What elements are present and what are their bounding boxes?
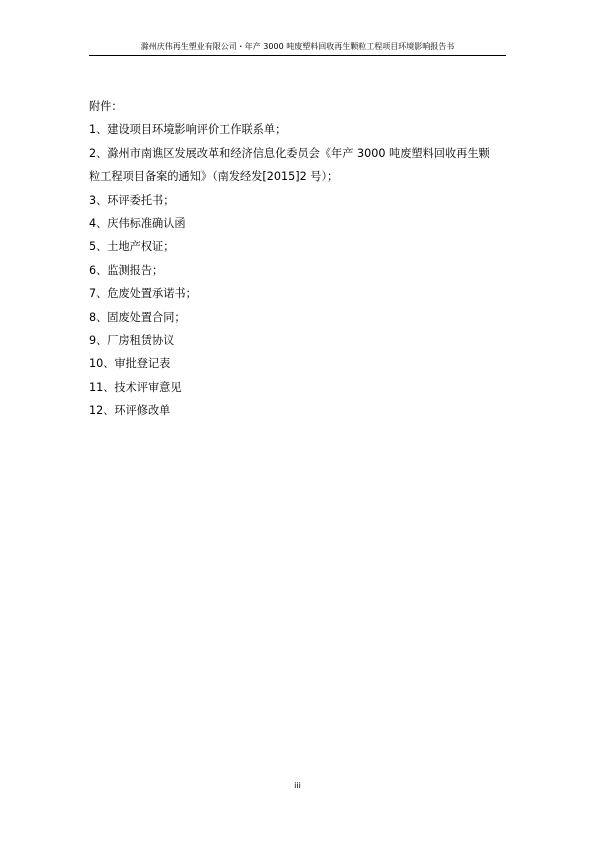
attachment-item-1: 1、建设项目环境影响评价工作联系单； <box>89 123 287 137</box>
page-number: iii <box>294 781 301 790</box>
attachment-item-2-continued: 粒工程项目备案的通知》（南发经发[2015]2 号）； <box>89 170 339 184</box>
attachment-item-5: 5、土地产权证； <box>89 240 175 254</box>
attachment-item-4: 4、庆伟标准确认函 <box>89 217 186 231</box>
attachment-item-3: 3、环评委托书； <box>89 193 175 207</box>
attachment-item-8: 8、固废处置合同； <box>89 310 186 324</box>
attachment-item-11: 11、技术评审意见 <box>89 380 182 394</box>
attachment-item-12: 12、环评修改单 <box>89 404 171 418</box>
attachment-item-7: 7、危废处置承诺书； <box>89 287 197 301</box>
attachment-item-10: 10、审批登记表 <box>89 357 171 371</box>
attachment-item-9: 9、厂房租赁协议 <box>89 334 175 348</box>
attachment-list <box>89 95 509 423</box>
attachment-item-6: 6、监测报告； <box>89 263 164 277</box>
attachment-item-2: 2、滁州市南谯区发展改革和经济信息化委员会《年产 3000 吨废塑料回收再生颗 <box>89 146 490 160</box>
attachment-heading: 附件： <box>89 100 123 113</box>
running-header: 滁州庆伟再生塑业有限公司・年产 3000 吨废塑料回收再生颗粒工程项目环境影响报告书 <box>89 40 506 56</box>
